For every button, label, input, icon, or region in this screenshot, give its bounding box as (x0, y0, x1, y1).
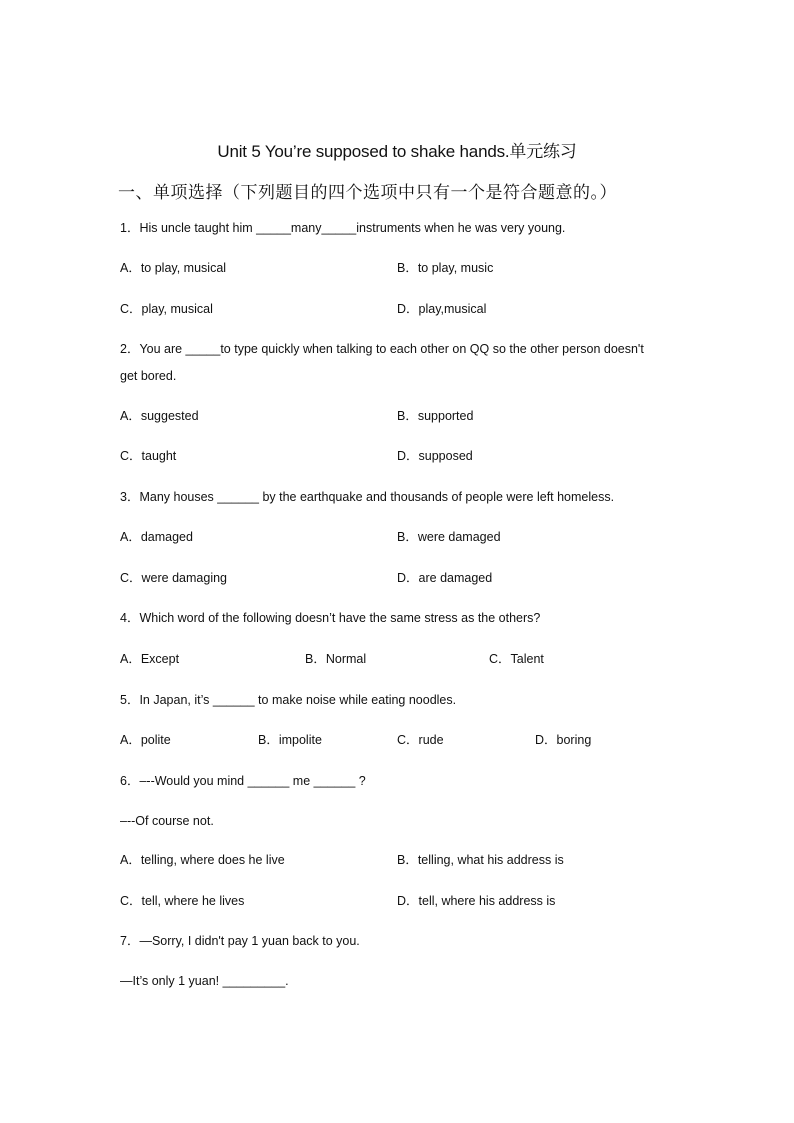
question-1-option-b[interactable]: B．to play, music (397, 261, 494, 275)
question-3-option-d[interactable]: D．are damaged (397, 571, 493, 585)
question-5-option-a[interactable]: A．polite (120, 733, 171, 747)
question-6-option-a[interactable]: A．telling, where does he live (120, 853, 285, 867)
question-4-stem: 4．Which word of the following doesn’t have the same stress as the others? (120, 611, 541, 625)
question-6-option-b[interactable]: B．telling, what his address is (397, 853, 564, 867)
question-1-option-a[interactable]: A．to play, musical (120, 261, 227, 275)
question-2-option-a[interactable]: A．suggested (120, 409, 199, 423)
question-4-option-a[interactable]: A．Except (120, 652, 180, 666)
question-3-stem: 3．Many houses ______ by the earthquake and thousands of people were left homeless. (120, 490, 615, 504)
question-6-stem-line1: 6．–--Would you mind ______ me ______ ? (120, 774, 366, 788)
question-7-stem-line1: 7．—Sorry, I didn't pay 1 yuan back to you. (120, 934, 360, 948)
question-7-stem-line2: —It’s only 1 yuan! _________. (120, 974, 289, 988)
question-3-option-b[interactable]: B．were damaged (397, 530, 501, 544)
question-2-option-c[interactable]: C．taught (120, 449, 177, 463)
question-6-stem-line2: –--Of course not. (120, 814, 214, 828)
question-5-option-d[interactable]: D．boring (535, 733, 592, 747)
question-6-option-d[interactable]: D．tell, where his address is (397, 894, 556, 908)
question-4-option-b[interactable]: B．Normal (305, 652, 367, 666)
question-3-option-c[interactable]: C．were damaging (120, 571, 227, 585)
question-5-stem: 5．In Japan, it’s ______ to make noise while eating noodles. (120, 693, 457, 707)
section-heading: 一、单项选择（下列题目的四个选项中只有一个是符合题意的。） (118, 183, 617, 203)
question-2-option-b[interactable]: B．supported (397, 409, 474, 423)
question-1-option-c[interactable]: C．play, musical (120, 302, 213, 316)
question-2-stem-line2: get bored. (120, 369, 177, 383)
question-6-option-c[interactable]: C．tell, where he lives (120, 894, 245, 908)
question-3-option-a[interactable]: A．damaged (120, 530, 193, 544)
question-1-option-d[interactable]: D．play,musical (397, 302, 487, 316)
question-5-option-b[interactable]: B．impolite (258, 733, 322, 747)
question-4-option-c[interactable]: C．Talent (489, 652, 544, 666)
question-2-option-d[interactable]: D．supposed (397, 449, 473, 463)
page-title: Unit 5 You’re supposed to shake hands.单元练习 (217, 142, 577, 161)
question-5-option-c[interactable]: C．rude (397, 733, 444, 747)
question-2-stem-line1: 2．You are _____to type quickly when talking to each other on QQ so the other person doesn't (120, 342, 644, 356)
question-1-stem: 1．His uncle taught him _____many_____instruments when he was very young. (120, 221, 566, 235)
